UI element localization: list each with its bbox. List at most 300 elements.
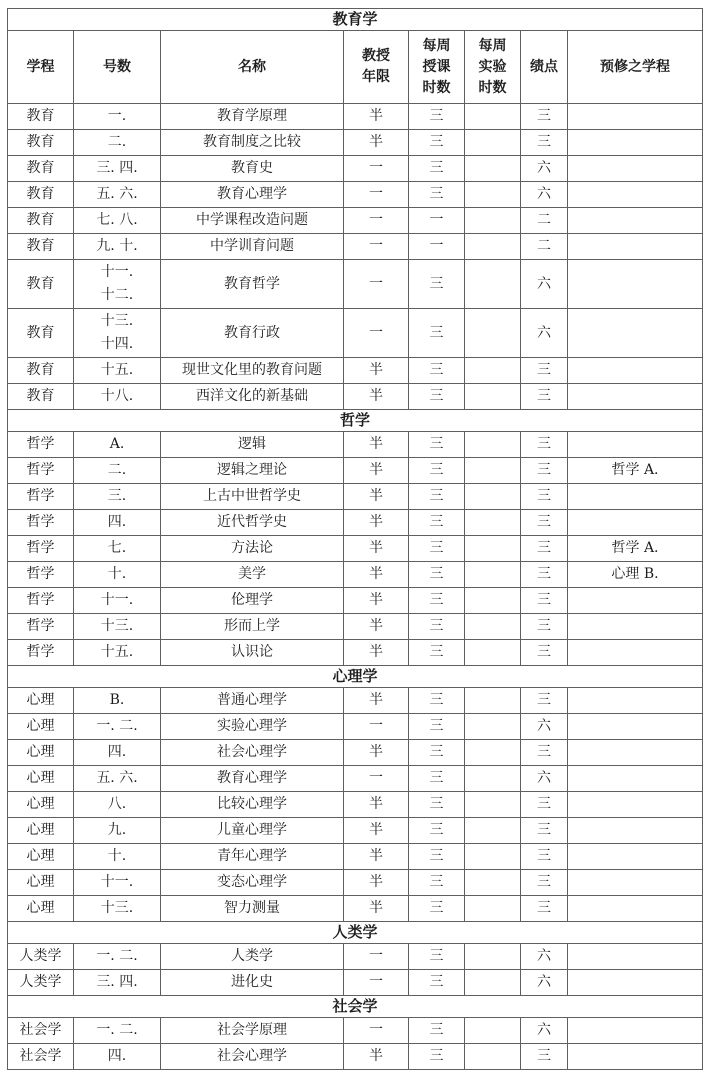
cell-weekly-lecture-hours: 三	[409, 896, 465, 922]
cell-course-name: 教育心理学	[161, 766, 344, 792]
table-row	[8, 130, 703, 156]
number-line: 十三.	[100, 313, 134, 329]
cell-weekly-lab-hours	[465, 260, 521, 309]
cell-number: 二.	[74, 130, 161, 156]
cell-number: 三. 四.	[74, 156, 161, 182]
cell-weekly-lecture-hours: 三	[409, 640, 465, 666]
cell-prerequisite	[568, 384, 703, 410]
table-row	[8, 870, 703, 896]
cell-weekly-lecture-hours: 三	[409, 536, 465, 562]
cell-teaching-years: 一	[344, 260, 409, 309]
cell-program: 心理	[8, 740, 74, 766]
section-title-row	[8, 410, 703, 432]
cell-teaching-years: 半	[344, 384, 409, 410]
cell-grade-points: 三	[521, 844, 568, 870]
cell-program: 人类学	[8, 970, 74, 996]
cell-grade-points: 六	[521, 1018, 568, 1044]
cell-weekly-lecture-hours: 一	[409, 234, 465, 260]
cell-program: 社会学	[8, 1018, 74, 1044]
cell-weekly-lecture-hours: 三	[409, 614, 465, 640]
cell-weekly-lab-hours	[465, 156, 521, 182]
cell-teaching-years: 半	[344, 844, 409, 870]
cell-weekly-lab-hours	[465, 458, 521, 484]
cell-program: 心理	[8, 896, 74, 922]
section-title: 社会学	[8, 996, 703, 1018]
cell-weekly-lab-hours	[465, 562, 521, 588]
cell-grade-points: 二	[521, 234, 568, 260]
cell-number: 五. 六.	[74, 766, 161, 792]
table-row	[8, 510, 703, 536]
number-line: 十一.	[100, 264, 134, 280]
cell-weekly-lecture-hours: 三	[409, 688, 465, 714]
cell-number: 九.	[74, 818, 161, 844]
table-row	[8, 234, 703, 260]
cell-number: 七. 八.	[74, 208, 161, 234]
cell-weekly-lab-hours	[465, 208, 521, 234]
cell-number: 四.	[74, 510, 161, 536]
cell-weekly-lecture-hours: 三	[409, 156, 465, 182]
cell-course-name: 逻辑	[161, 432, 344, 458]
cell-program: 哲学	[8, 458, 74, 484]
section-title-row	[8, 666, 703, 688]
column-header-grade-points	[521, 31, 568, 104]
cell-weekly-lab-hours	[465, 1018, 521, 1044]
column-header-row	[8, 31, 703, 104]
table-row	[8, 896, 703, 922]
cell-grade-points: 三	[521, 510, 568, 536]
cell-weekly-lab-hours	[465, 944, 521, 970]
cell-prerequisite	[568, 792, 703, 818]
column-header-line: 号数	[103, 58, 131, 75]
cell-program: 教育	[8, 309, 74, 358]
cell-program: 哲学	[8, 484, 74, 510]
cell-teaching-years: 半	[344, 104, 409, 130]
cell-prerequisite	[568, 896, 703, 922]
cell-course-name: 伦理学	[161, 588, 344, 614]
cell-course-name: 进化史	[161, 970, 344, 996]
cell-number: 一. 二.	[74, 1018, 161, 1044]
cell-prerequisite	[568, 766, 703, 792]
cell-prerequisite	[568, 818, 703, 844]
table-row	[8, 182, 703, 208]
cell-program: 教育	[8, 182, 74, 208]
cell-teaching-years: 半	[344, 484, 409, 510]
cell-prerequisite	[568, 714, 703, 740]
cell-course-name: 教育学原理	[161, 104, 344, 130]
cell-teaching-years: 半	[344, 1044, 409, 1070]
cell-teaching-years: 半	[344, 740, 409, 766]
cell-grade-points: 三	[521, 688, 568, 714]
course-table	[7, 8, 703, 1070]
table-row	[8, 740, 703, 766]
column-header-line: 时数	[478, 79, 507, 96]
cell-course-name: 普通心理学	[161, 688, 344, 714]
cell-teaching-years: 半	[344, 358, 409, 384]
cell-grade-points: 三	[521, 104, 568, 130]
cell-weekly-lecture-hours: 三	[409, 358, 465, 384]
cell-weekly-lecture-hours: 三	[409, 714, 465, 740]
cell-grade-points: 三	[521, 1044, 568, 1070]
cell-weekly-lab-hours	[465, 182, 521, 208]
table-row	[8, 432, 703, 458]
cell-weekly-lab-hours	[465, 309, 521, 358]
cell-weekly-lab-hours	[465, 818, 521, 844]
cell-program: 心理	[8, 818, 74, 844]
cell-grade-points: 三	[521, 358, 568, 384]
cell-program: 心理	[8, 714, 74, 740]
cell-number: 十.	[74, 562, 161, 588]
column-header-line: 教授	[362, 48, 390, 64]
table-row	[8, 844, 703, 870]
cell-weekly-lab-hours	[465, 130, 521, 156]
section-title: 人类学	[8, 922, 703, 944]
cell-weekly-lab-hours	[465, 870, 521, 896]
cell-teaching-years: 半	[344, 510, 409, 536]
section-title-row	[8, 922, 703, 944]
cell-program: 心理	[8, 844, 74, 870]
cell-course-name: 教育哲学	[161, 260, 344, 309]
cell-weekly-lecture-hours: 三	[409, 562, 465, 588]
cell-prerequisite	[568, 944, 703, 970]
cell-teaching-years: 一	[344, 208, 409, 234]
cell-weekly-lab-hours	[465, 740, 521, 766]
cell-number: 三. 四.	[74, 970, 161, 996]
table-row	[8, 358, 703, 384]
table-row	[8, 714, 703, 740]
cell-weekly-lab-hours	[465, 970, 521, 996]
cell-teaching-years: 一	[344, 970, 409, 996]
cell-weekly-lab-hours	[465, 432, 521, 458]
cell-weekly-lab-hours	[465, 384, 521, 410]
cell-number: 十五.	[74, 640, 161, 666]
cell-course-name: 认识论	[161, 640, 344, 666]
cell-weekly-lab-hours	[465, 104, 521, 130]
cell-program: 哲学	[8, 432, 74, 458]
cell-weekly-lecture-hours: 三	[409, 130, 465, 156]
cell-number: 十.	[74, 844, 161, 870]
cell-weekly-lecture-hours: 三	[409, 260, 465, 309]
cell-teaching-years: 半	[344, 562, 409, 588]
cell-program: 教育	[8, 208, 74, 234]
cell-prerequisite	[568, 588, 703, 614]
section-title: 教育学	[8, 9, 703, 31]
cell-weekly-lecture-hours: 三	[409, 740, 465, 766]
table-row	[8, 156, 703, 182]
cell-prerequisite	[568, 104, 703, 130]
cell-number: 五. 六.	[74, 182, 161, 208]
cell-prerequisite	[568, 182, 703, 208]
cell-program: 教育	[8, 260, 74, 309]
cell-number: 十五.	[74, 358, 161, 384]
cell-course-name: 中学课程改造问题	[161, 208, 344, 234]
cell-number: B.	[74, 688, 161, 714]
table-row	[8, 260, 703, 309]
cell-grade-points: 三	[521, 588, 568, 614]
cell-course-name: 实验心理学	[161, 714, 344, 740]
cell-course-name: 教育制度之比较	[161, 130, 344, 156]
table-row	[8, 766, 703, 792]
column-header-line: 时数	[422, 79, 451, 96]
cell-weekly-lab-hours	[465, 640, 521, 666]
table-body	[8, 9, 703, 1070]
cell-number: 十一.	[74, 588, 161, 614]
cell-weekly-lecture-hours: 三	[409, 870, 465, 896]
cell-grade-points: 三	[521, 740, 568, 766]
column-header-line: 每周	[422, 37, 451, 54]
table-row	[8, 384, 703, 410]
cell-prerequisite	[568, 870, 703, 896]
cell-teaching-years: 半	[344, 896, 409, 922]
column-header-program	[8, 31, 74, 104]
cell-teaching-years: 半	[344, 640, 409, 666]
cell-program: 人类学	[8, 944, 74, 970]
cell-weekly-lecture-hours: 三	[409, 970, 465, 996]
column-header-line: 绩点	[530, 58, 558, 75]
cell-weekly-lab-hours	[465, 1044, 521, 1070]
table-row	[8, 1044, 703, 1070]
cell-teaching-years: 一	[344, 1018, 409, 1044]
cell-teaching-years: 半	[344, 458, 409, 484]
cell-grade-points: 六	[521, 714, 568, 740]
cell-course-name: 中学训育问题	[161, 234, 344, 260]
cell-course-name: 比较心理学	[161, 792, 344, 818]
cell-grade-points: 六	[521, 156, 568, 182]
cell-course-name: 教育行政	[161, 309, 344, 358]
cell-program: 心理	[8, 688, 74, 714]
cell-weekly-lecture-hours: 三	[409, 944, 465, 970]
cell-course-name: 教育心理学	[161, 182, 344, 208]
cell-weekly-lecture-hours: 三	[409, 1018, 465, 1044]
column-header-line: 学程	[26, 58, 55, 75]
number-line: 十四.	[100, 336, 134, 352]
cell-prerequisite	[568, 1044, 703, 1070]
cell-weekly-lab-hours	[465, 688, 521, 714]
cell-prerequisite	[568, 130, 703, 156]
table-row	[8, 640, 703, 666]
cell-weekly-lab-hours	[465, 766, 521, 792]
cell-weekly-lab-hours	[465, 714, 521, 740]
cell-weekly-lecture-hours: 三	[409, 588, 465, 614]
cell-course-name: 儿童心理学	[161, 818, 344, 844]
cell-prerequisite	[568, 484, 703, 510]
cell-weekly-lab-hours	[465, 844, 521, 870]
cell-course-name: 方法论	[161, 536, 344, 562]
cell-grade-points: 六	[521, 766, 568, 792]
cell-program: 哲学	[8, 562, 74, 588]
column-header-number	[74, 31, 161, 104]
table-row	[8, 1018, 703, 1044]
cell-weekly-lecture-hours: 三	[409, 458, 465, 484]
cell-course-name: 智力测量	[161, 896, 344, 922]
cell-teaching-years: 半	[344, 614, 409, 640]
cell-prerequisite	[568, 234, 703, 260]
cell-number: 一. 二.	[74, 714, 161, 740]
cell-weekly-lab-hours	[465, 896, 521, 922]
cell-number: 一.	[74, 104, 161, 130]
cell-teaching-years: 半	[344, 432, 409, 458]
table-row	[8, 818, 703, 844]
cell-number: 三.	[74, 484, 161, 510]
table-row	[8, 484, 703, 510]
cell-number: 十三.	[74, 614, 161, 640]
cell-program: 哲学	[8, 614, 74, 640]
table-row	[8, 309, 703, 358]
cell-number: 四.	[74, 1044, 161, 1070]
cell-grade-points: 六	[521, 970, 568, 996]
cell-course-name: 社会学原理	[161, 1018, 344, 1044]
cell-course-name: 逻辑之理论	[161, 458, 344, 484]
cell-weekly-lecture-hours: 三	[409, 309, 465, 358]
cell-program: 教育	[8, 130, 74, 156]
cell-number: 十八.	[74, 384, 161, 410]
cell-program: 哲学	[8, 536, 74, 562]
cell-course-name: 变态心理学	[161, 870, 344, 896]
table-row	[8, 588, 703, 614]
cell-course-name: 社会心理学	[161, 1044, 344, 1070]
cell-prerequisite	[568, 432, 703, 458]
cell-grade-points: 二	[521, 208, 568, 234]
cell-course-name: 上古中世哲学史	[161, 484, 344, 510]
cell-grade-points: 三	[521, 562, 568, 588]
cell-weekly-lab-hours	[465, 536, 521, 562]
cell-weekly-lecture-hours: 三	[409, 1044, 465, 1070]
cell-program: 教育	[8, 234, 74, 260]
column-header-line: 每周	[478, 37, 507, 54]
column-header-line: 年限	[362, 69, 390, 85]
table-row	[8, 208, 703, 234]
cell-number: 十一.	[74, 870, 161, 896]
cell-grade-points: 三	[521, 818, 568, 844]
cell-prerequisite	[568, 156, 703, 182]
cell-weekly-lab-hours	[465, 792, 521, 818]
cell-prerequisite	[568, 740, 703, 766]
cell-course-name: 近代哲学史	[161, 510, 344, 536]
cell-number: 七.	[74, 536, 161, 562]
cell-prerequisite	[568, 640, 703, 666]
section-title-row	[8, 9, 703, 31]
cell-teaching-years: 半	[344, 818, 409, 844]
cell-grade-points: 三	[521, 792, 568, 818]
cell-grade-points: 三	[521, 896, 568, 922]
cell-teaching-years: 半	[344, 792, 409, 818]
cell-program: 心理	[8, 870, 74, 896]
cell-prerequisite	[568, 208, 703, 234]
section-title: 哲学	[8, 410, 703, 432]
cell-weekly-lecture-hours: 一	[409, 208, 465, 234]
cell-grade-points: 三	[521, 614, 568, 640]
table-row	[8, 792, 703, 818]
cell-prerequisite	[568, 510, 703, 536]
cell-number: 二.	[74, 458, 161, 484]
cell-program: 教育	[8, 384, 74, 410]
cell-weekly-lab-hours	[465, 510, 521, 536]
cell-grade-points: 六	[521, 260, 568, 309]
cell-teaching-years: 一	[344, 234, 409, 260]
cell-program: 心理	[8, 792, 74, 818]
cell-prerequisite: 心理 B.	[568, 562, 703, 588]
cell-course-name: 社会心理学	[161, 740, 344, 766]
cell-prerequisite: 哲学 A.	[568, 536, 703, 562]
cell-grade-points: 三	[521, 484, 568, 510]
cell-prerequisite	[568, 358, 703, 384]
cell-weekly-lecture-hours: 三	[409, 484, 465, 510]
column-header-line: 预修之学程	[600, 58, 670, 75]
cell-course-name: 青年心理学	[161, 844, 344, 870]
cell-teaching-years: 半	[344, 588, 409, 614]
column-header-course-name	[161, 31, 344, 104]
cell-course-name: 西洋文化的新基础	[161, 384, 344, 410]
cell-weekly-lecture-hours: 三	[409, 384, 465, 410]
cell-number	[74, 309, 161, 358]
cell-teaching-years: 半	[344, 870, 409, 896]
cell-grade-points: 三	[521, 870, 568, 896]
section-title: 心理学	[8, 666, 703, 688]
cell-prerequisite	[568, 1018, 703, 1044]
cell-prerequisite: 哲学 A.	[568, 458, 703, 484]
cell-number: 一. 二.	[74, 944, 161, 970]
cell-program: 哲学	[8, 588, 74, 614]
cell-grade-points: 三	[521, 130, 568, 156]
column-header-line: 名称	[238, 58, 266, 75]
cell-weekly-lecture-hours: 三	[409, 844, 465, 870]
section-title-row	[8, 996, 703, 1018]
cell-teaching-years: 一	[344, 182, 409, 208]
table-row	[8, 562, 703, 588]
cell-grade-points: 三	[521, 640, 568, 666]
cell-weekly-lab-hours	[465, 358, 521, 384]
table-row	[8, 614, 703, 640]
table-row	[8, 536, 703, 562]
cell-prerequisite	[568, 614, 703, 640]
cell-teaching-years: 半	[344, 130, 409, 156]
cell-number: 九. 十.	[74, 234, 161, 260]
column-header-weekly-lab-hours	[465, 31, 521, 104]
cell-grade-points: 三	[521, 432, 568, 458]
cell-weekly-lecture-hours: 三	[409, 182, 465, 208]
cell-program: 社会学	[8, 1044, 74, 1070]
number-line: 十二.	[100, 287, 134, 303]
cell-weekly-lecture-hours: 三	[409, 792, 465, 818]
cell-prerequisite	[568, 260, 703, 309]
cell-grade-points: 六	[521, 309, 568, 358]
cell-course-name: 形而上学	[161, 614, 344, 640]
cell-grade-points: 三	[521, 384, 568, 410]
column-header-line: 实验	[478, 58, 507, 75]
cell-number: 八.	[74, 792, 161, 818]
cell-course-name: 美学	[161, 562, 344, 588]
cell-weekly-lecture-hours: 三	[409, 432, 465, 458]
cell-weekly-lab-hours	[465, 234, 521, 260]
cell-prerequisite	[568, 309, 703, 358]
cell-weekly-lecture-hours: 三	[409, 510, 465, 536]
cell-grade-points: 三	[521, 536, 568, 562]
cell-number: A.	[74, 432, 161, 458]
cell-teaching-years: 一	[344, 156, 409, 182]
cell-teaching-years: 一	[344, 766, 409, 792]
table-row	[8, 458, 703, 484]
table-row	[8, 104, 703, 130]
cell-grade-points: 六	[521, 944, 568, 970]
cell-program: 教育	[8, 358, 74, 384]
cell-prerequisite	[568, 688, 703, 714]
cell-teaching-years: 一	[344, 309, 409, 358]
cell-number: 十三.	[74, 896, 161, 922]
table-row	[8, 970, 703, 996]
cell-prerequisite	[568, 970, 703, 996]
cell-weekly-lab-hours	[465, 614, 521, 640]
cell-weekly-lab-hours	[465, 484, 521, 510]
cell-program: 教育	[8, 104, 74, 130]
